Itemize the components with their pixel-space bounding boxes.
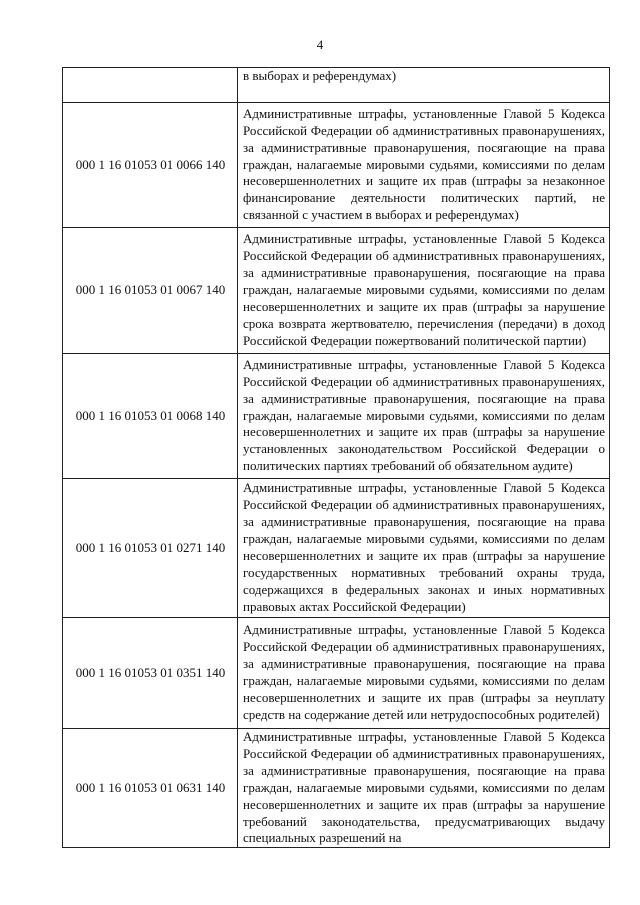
code-cell: 000 1 16 01053 01 0351 140: [63, 618, 238, 729]
table-row: [63, 354, 610, 479]
budget-code-table: [62, 67, 610, 848]
code-cell: 000 1 16 01053 01 0067 140: [63, 228, 238, 354]
description-cell: Административные штрафы, установленные Главой 5 Кодекса Российской Федерации об административных правонарушениях, за административные правонарушения, посягающие на права граждан, налагаемые мировыми судьями, комиссиями по делам несовершеннолетних и защите их прав (штрафы за нарушение установленных законодательством Российской Федерации о политических партиях требований об обязательном аудите): [238, 354, 610, 479]
table-row: [63, 68, 610, 103]
code-cell: 000 1 16 01053 01 0068 140: [63, 354, 238, 479]
table-row: [63, 228, 610, 354]
description-cell: Административные штрафы, установленные Главой 5 Кодекса Российской Федерации об административных правонарушениях, за административные правонарушения, посягающие на права граждан, налагаемые мировыми судьями, комиссиями по делам несовершеннолетних и защите их прав (штрафы за незаконное финансирование деятельности политических партий, не связанной с участием в выборах и референдумах): [238, 103, 610, 228]
table-row: [63, 479, 610, 618]
description-cell: Административные штрафы, установленные Главой 5 Кодекса Российской Федерации об административных правонарушениях, за административные правонарушения, посягающие на права граждан, налагаемые мировыми судьями, комиссиями по делам несовершеннолетних и защите их прав (штрафы за нарушение государственных нормативных требований охраны труда, содержащихся в федеральных законах и иных нормативных правовых актах Российской Федерации): [238, 479, 610, 618]
table-row: [63, 618, 610, 729]
code-cell: 000 1 16 01053 01 0631 140: [63, 729, 238, 848]
code-cell: [63, 68, 238, 103]
description-cell: Административные штрафы, установленные Главой 5 Кодекса Российской Федерации об административных правонарушениях, за административные правонарушения, посягающие на права граждан, налагаемые мировыми судьями, комиссиями по делам несовершеннолетних и защите их прав (штрафы за нарушение требований законодательства, предусматривающих выдачу специальных разрешений на: [238, 729, 610, 848]
description-cell: Административные штрафы, установленные Главой 5 Кодекса Российской Федерации об административных правонарушениях, за административные правонарушения, посягающие на права граждан, налагаемые мировыми судьями, комиссиями по делам несовершеннолетних и защите их прав (штрафы за нарушение срока возврата жертвователю, перечисления (передачи) в доход Российской Федерации пожертвований политической партии): [238, 228, 610, 354]
code-cell: 000 1 16 01053 01 0066 140: [63, 103, 238, 228]
table-row: [63, 103, 610, 228]
table-row: [63, 729, 610, 848]
description-cell: Административные штрафы, установленные Главой 5 Кодекса Российской Федерации об административных правонарушениях, за административные правонарушения, посягающие на права граждан, налагаемые мировыми судьями, комиссиями по делам несовершеннолетних и защите их прав (штрафы за неуплату средств на содержание детей или нетрудоспособных родителей): [238, 618, 610, 729]
description-cell: в выборах и референдумах): [238, 68, 610, 103]
page-number: 4: [316, 37, 324, 52]
code-cell: 000 1 16 01053 01 0271 140: [63, 479, 238, 618]
